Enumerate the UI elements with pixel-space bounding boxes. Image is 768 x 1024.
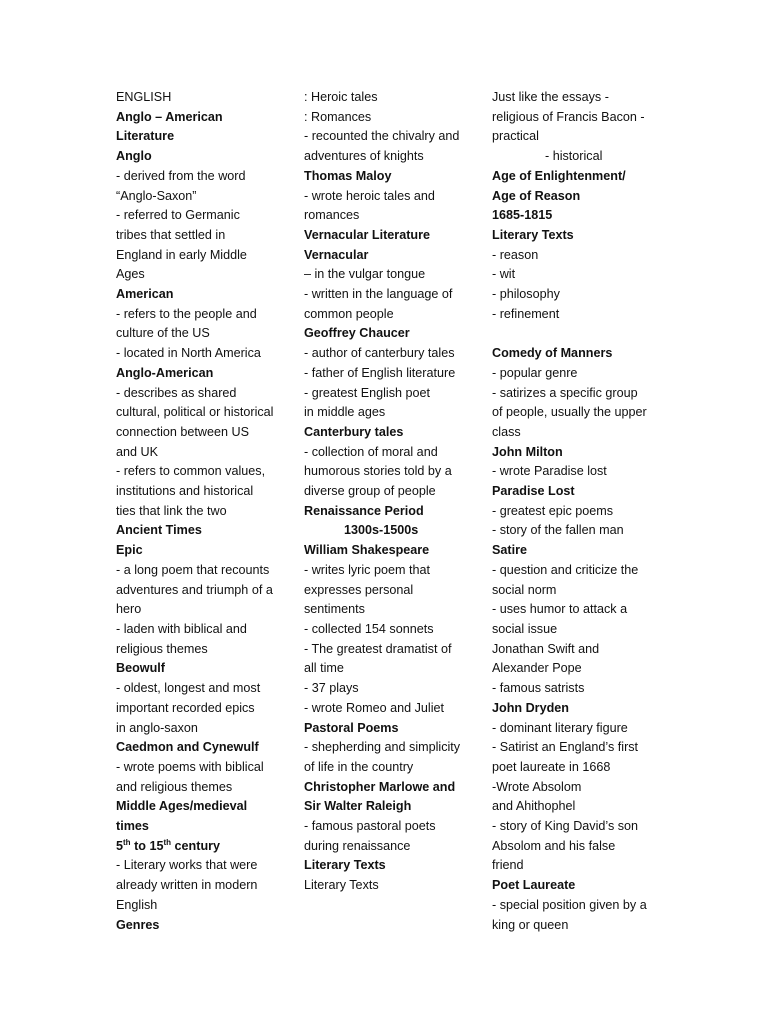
text-line: – in the vulgar tongue <box>304 267 426 282</box>
section-heading: John Dryden <box>492 700 569 715</box>
text-line: - story of King David’s son <box>492 819 639 834</box>
text-line: - satirizes a specific group <box>492 385 638 400</box>
text-line: - refinement <box>492 306 560 321</box>
text-line: poet laureate in 1668 <box>492 759 611 774</box>
text-line: Alexander Pope <box>492 661 582 676</box>
text-line: - referred to Germanic <box>116 208 240 223</box>
text-line: Ages <box>116 267 145 282</box>
section-heading: Christopher Marlowe and <box>304 779 456 794</box>
text-line: diverse group of people <box>304 484 436 499</box>
text-line: - Literary works that were <box>116 858 258 873</box>
text-line: culture of the US <box>116 326 210 341</box>
text-line: : Romances <box>304 109 372 124</box>
text-line: England in early Middle <box>116 247 247 262</box>
section-heading: Vernacular <box>304 247 369 262</box>
text-line: already written in modern <box>116 878 258 893</box>
text-line: practical <box>492 129 539 144</box>
text-line: - writes lyric poem that <box>304 562 430 577</box>
text-line: : Heroic tales <box>304 90 378 104</box>
text-line: ENGLISH <box>116 90 172 104</box>
text-line: “Anglo-Saxon” <box>116 188 197 203</box>
text-line: during renaissance <box>304 838 411 853</box>
section-heading: Poet Laureate <box>492 878 576 893</box>
text-run: to 15 <box>130 838 164 853</box>
text-line: Just like the essays - <box>492 90 609 104</box>
text-line: class <box>492 424 521 439</box>
text-line: romances <box>304 208 360 223</box>
section-heading: Genres <box>116 917 160 932</box>
text-line: religious themes <box>116 641 208 656</box>
section-heading: Geoffrey Chaucer <box>304 326 410 341</box>
text-line: - historical <box>545 149 603 164</box>
text-line: - story of the fallen man <box>492 523 624 538</box>
text-line: English <box>116 897 158 912</box>
text-line: - reason <box>492 247 539 262</box>
text-line: important recorded epics <box>116 700 255 715</box>
text-line: social norm <box>492 582 557 597</box>
text-line: adventures of knights <box>304 149 424 164</box>
ordinal-suffix: th <box>163 837 172 847</box>
section-heading: 1685-1815 <box>492 208 553 223</box>
text-line: - wit <box>492 267 516 282</box>
text-line: -Wrote Absolom <box>492 779 582 794</box>
section-heading: Comedy of Manners <box>492 346 613 361</box>
text-line: humorous stories told by a <box>304 464 452 479</box>
text-line: - located in North America <box>116 346 261 361</box>
text-line: - wrote heroic tales and <box>304 188 435 203</box>
text-line: all time <box>304 661 344 676</box>
section-heading: 1300s-1500s <box>344 523 419 538</box>
section-heading: Thomas Maloy <box>304 168 392 183</box>
text-line: sentiments <box>304 602 365 617</box>
section-heading: William Shakespeare <box>304 543 430 558</box>
section-heading: times <box>116 819 149 834</box>
section-heading: John Milton <box>492 444 563 459</box>
text-line: king or queen <box>492 917 569 932</box>
text-line: - a long poem that recounts <box>116 562 270 577</box>
text-line: - laden with biblical and <box>116 621 247 636</box>
section-heading: Age of Reason <box>492 188 581 203</box>
section-heading: Vernacular Literature <box>304 227 430 242</box>
text-run: 5 <box>116 838 124 853</box>
text-line: ties that link the two <box>116 503 227 518</box>
section-heading: Middle Ages/medieval <box>116 799 248 814</box>
section-heading: Ancient Times <box>116 523 202 538</box>
section-heading: Literature <box>116 129 175 144</box>
text-line: institutions and historical <box>116 484 254 499</box>
text-line: - greatest epic poems <box>492 503 614 518</box>
text-line: social issue <box>492 621 558 636</box>
text-line: - greatest English poet <box>304 385 431 400</box>
text-line: - dominant literary figure <box>492 720 628 735</box>
text-line: Literary Texts <box>304 878 379 893</box>
section-heading: Anglo – American <box>116 109 223 124</box>
text-line: - uses humor to attack a <box>492 602 628 617</box>
text-line: - shepherding and simplicity <box>304 740 461 755</box>
notes-column-3 <box>492 88 662 935</box>
text-line: - 37 plays <box>304 681 359 696</box>
text-line: - refers to common values, <box>116 464 266 479</box>
section-heading: Beowulf <box>116 661 165 676</box>
section-heading: Sir Walter Raleigh <box>304 799 412 814</box>
text-line: cultural, political or historical <box>116 405 274 420</box>
text-line: in middle ages <box>304 405 386 420</box>
section-heading: Anglo <box>116 149 152 164</box>
text-line: of life in the country <box>304 759 414 774</box>
text-line: - wrote poems with biblical <box>116 759 264 774</box>
text-line: - Satirist an England’s first <box>492 740 639 755</box>
section-heading: Age of Enlightenment/ <box>492 168 626 183</box>
text-line: and Ahithophel <box>492 799 576 814</box>
section-heading: Paradise Lost <box>492 484 575 499</box>
text-line: - collection of moral and <box>304 444 438 459</box>
text-line: - describes as shared <box>116 385 237 400</box>
section-heading: American <box>116 287 174 302</box>
text-line: friend <box>492 858 524 873</box>
text-line: of people, usually the upper <box>492 405 647 420</box>
section-heading: Anglo-American <box>116 365 214 380</box>
text-line: expresses personal <box>304 582 414 597</box>
text-line: - collected 154 sonnets <box>304 621 434 636</box>
text-line: - father of English literature <box>304 365 456 380</box>
text-line: - The greatest dramatist of <box>304 641 452 656</box>
text-line: - refers to the people and <box>116 306 257 321</box>
text-line: - derived from the word <box>116 168 246 183</box>
text-line: - wrote Paradise lost <box>492 464 607 479</box>
section-heading: Canterbury tales <box>304 424 404 439</box>
text-line: common people <box>304 306 394 321</box>
text-line: - written in the language of <box>304 287 453 302</box>
text-line: - recounted the chivalry and <box>304 129 460 144</box>
text-line: hero <box>116 602 142 617</box>
text-line: Absolom and his false <box>492 838 616 853</box>
text-line: in anglo-saxon <box>116 720 198 735</box>
text-line: adventures and triumph of a <box>116 582 273 597</box>
text-line: - author of canterbury tales <box>304 346 455 361</box>
text-line: and UK <box>116 444 159 459</box>
text-line <box>492 324 662 344</box>
text-line: - famous satrists <box>492 681 585 696</box>
text-line: - philosophy <box>492 287 560 302</box>
text-line: tribes that settled in <box>116 227 226 242</box>
section-heading: Renaissance Period <box>304 503 424 518</box>
section-heading: Satire <box>492 543 528 558</box>
text-line: - oldest, longest and most <box>116 681 261 696</box>
text-line: - famous pastoral poets <box>304 819 436 834</box>
section-heading <box>116 837 286 857</box>
ordinal-suffix: th <box>123 837 131 847</box>
section-heading: Literary Texts <box>304 858 386 873</box>
text-line: religious of Francis Bacon - <box>492 109 645 124</box>
text-line: connection between US <box>116 424 250 439</box>
text-line: - question and criticize the <box>492 562 639 577</box>
section-heading: Epic <box>116 543 143 558</box>
section-heading: Caedmon and Cynewulf <box>116 740 259 755</box>
notes-column-1 <box>116 88 286 935</box>
text-line: - popular genre <box>492 365 578 380</box>
text-run: century <box>171 838 221 853</box>
notes-column-2 <box>304 88 479 896</box>
text-line: and religious themes <box>116 779 233 794</box>
section-heading: Pastoral Poems <box>304 720 399 735</box>
text-line: - special position given by a <box>492 897 647 912</box>
section-heading: Literary Texts <box>492 227 574 242</box>
text-line: - wrote Romeo and Juliet <box>304 700 444 715</box>
text-line: Jonathan Swift and <box>492 641 600 656</box>
